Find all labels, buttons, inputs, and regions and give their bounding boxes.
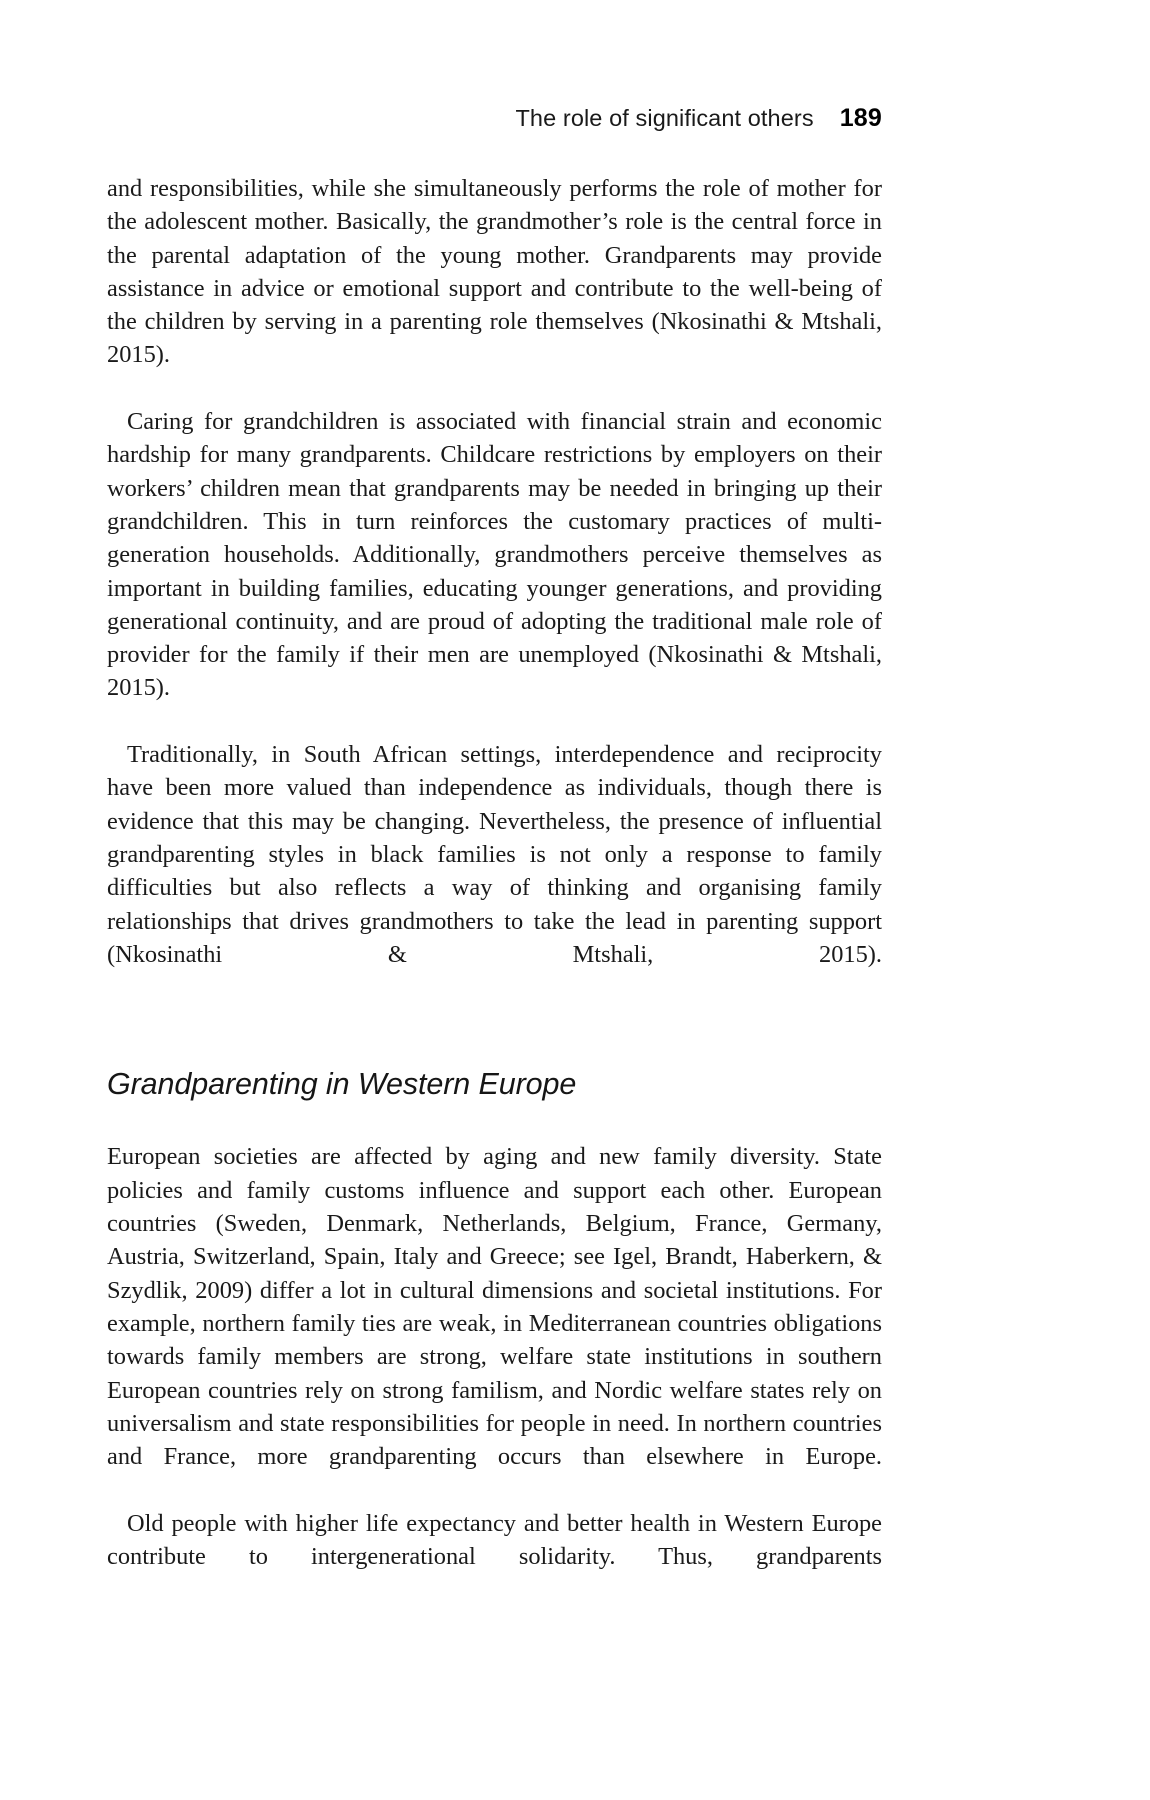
- running-head-title: The role of significant others: [515, 105, 814, 131]
- paragraph-2: Caring for grandchildren is associated with financial strain and economic hardship for many grandparents. Childcare restrictions by employers on their workers’ children mean that grandparents may be needed in bringing up their grandchildren. This in turn reinforces the customary practices of multi-generation households. Additionally, grandmothers perceive themselves as important in building families, educating younger generations, and providing generational continuity, and are proud of adopting the traditional male role of provider for the family if their men are unemployed (Nkosinathi & Mtshali, 2015).: [107, 408, 882, 702]
- section-heading: Grandparenting in Western Europe: [107, 1067, 577, 1102]
- heading-spacer-bottom: [107, 1102, 882, 1140]
- paragraph-3: Traditionally, in South African settings, interdependence and reciprocity have been more valued than independence as individuals, though there is evidence that this may be changing. Nevertheless, the presence of influential grandparenting styles in black families is not only a response to family difficulties but also reflects a way of thinking and organising family relationships that drives grandmothers to take the lead in parenting support (Nkosinathi & Mtshali, 2015).: [107, 741, 882, 968]
- heading-spacer-top: [107, 1004, 882, 1066]
- running-head: [107, 104, 882, 133]
- page-number: 189: [839, 104, 882, 132]
- paragraph-4: European societies are affected by aging and new family diversity. State policies and family customs influence and support each other. European countries (Sweden, Denmark, Netherlands, Belgium, France, Germany, Austria, Switzerland, Spain, Italy and Greece; see Igel, Brandt, Haberkern, & Szydlik, 2009) differ a lot in cultural dimensions and societal institutions. For example, northern family ties are weak, in Mediterranean countries obligations towards family members are strong, welfare state institutions in southern European countries rely on strong familism, and Nordic welfare states rely on universalism and state responsibilities for people in need. In northern countries and France, more grandparenting occurs than elsewhere in Europe.: [107, 1143, 882, 1471]
- paragraph-5: Old people with higher life expectancy and better health in Western Europe contribute to intergenerational solidarity. Thus, grandparents: [107, 1509, 882, 1570]
- text-column: [107, 172, 882, 1607]
- paragraph-1: and responsibilities, while she simultaneously performs the role of mother for the adolescent mother. Basically, the grandmother’s role is the central force in the parental adaptation of the young mother. Grandparents may provide assistance in advice or emotional support and contribute to the well-being of the children by serving in a parenting role themselves (Nkosinathi & Mtshali, 2015).: [107, 175, 882, 369]
